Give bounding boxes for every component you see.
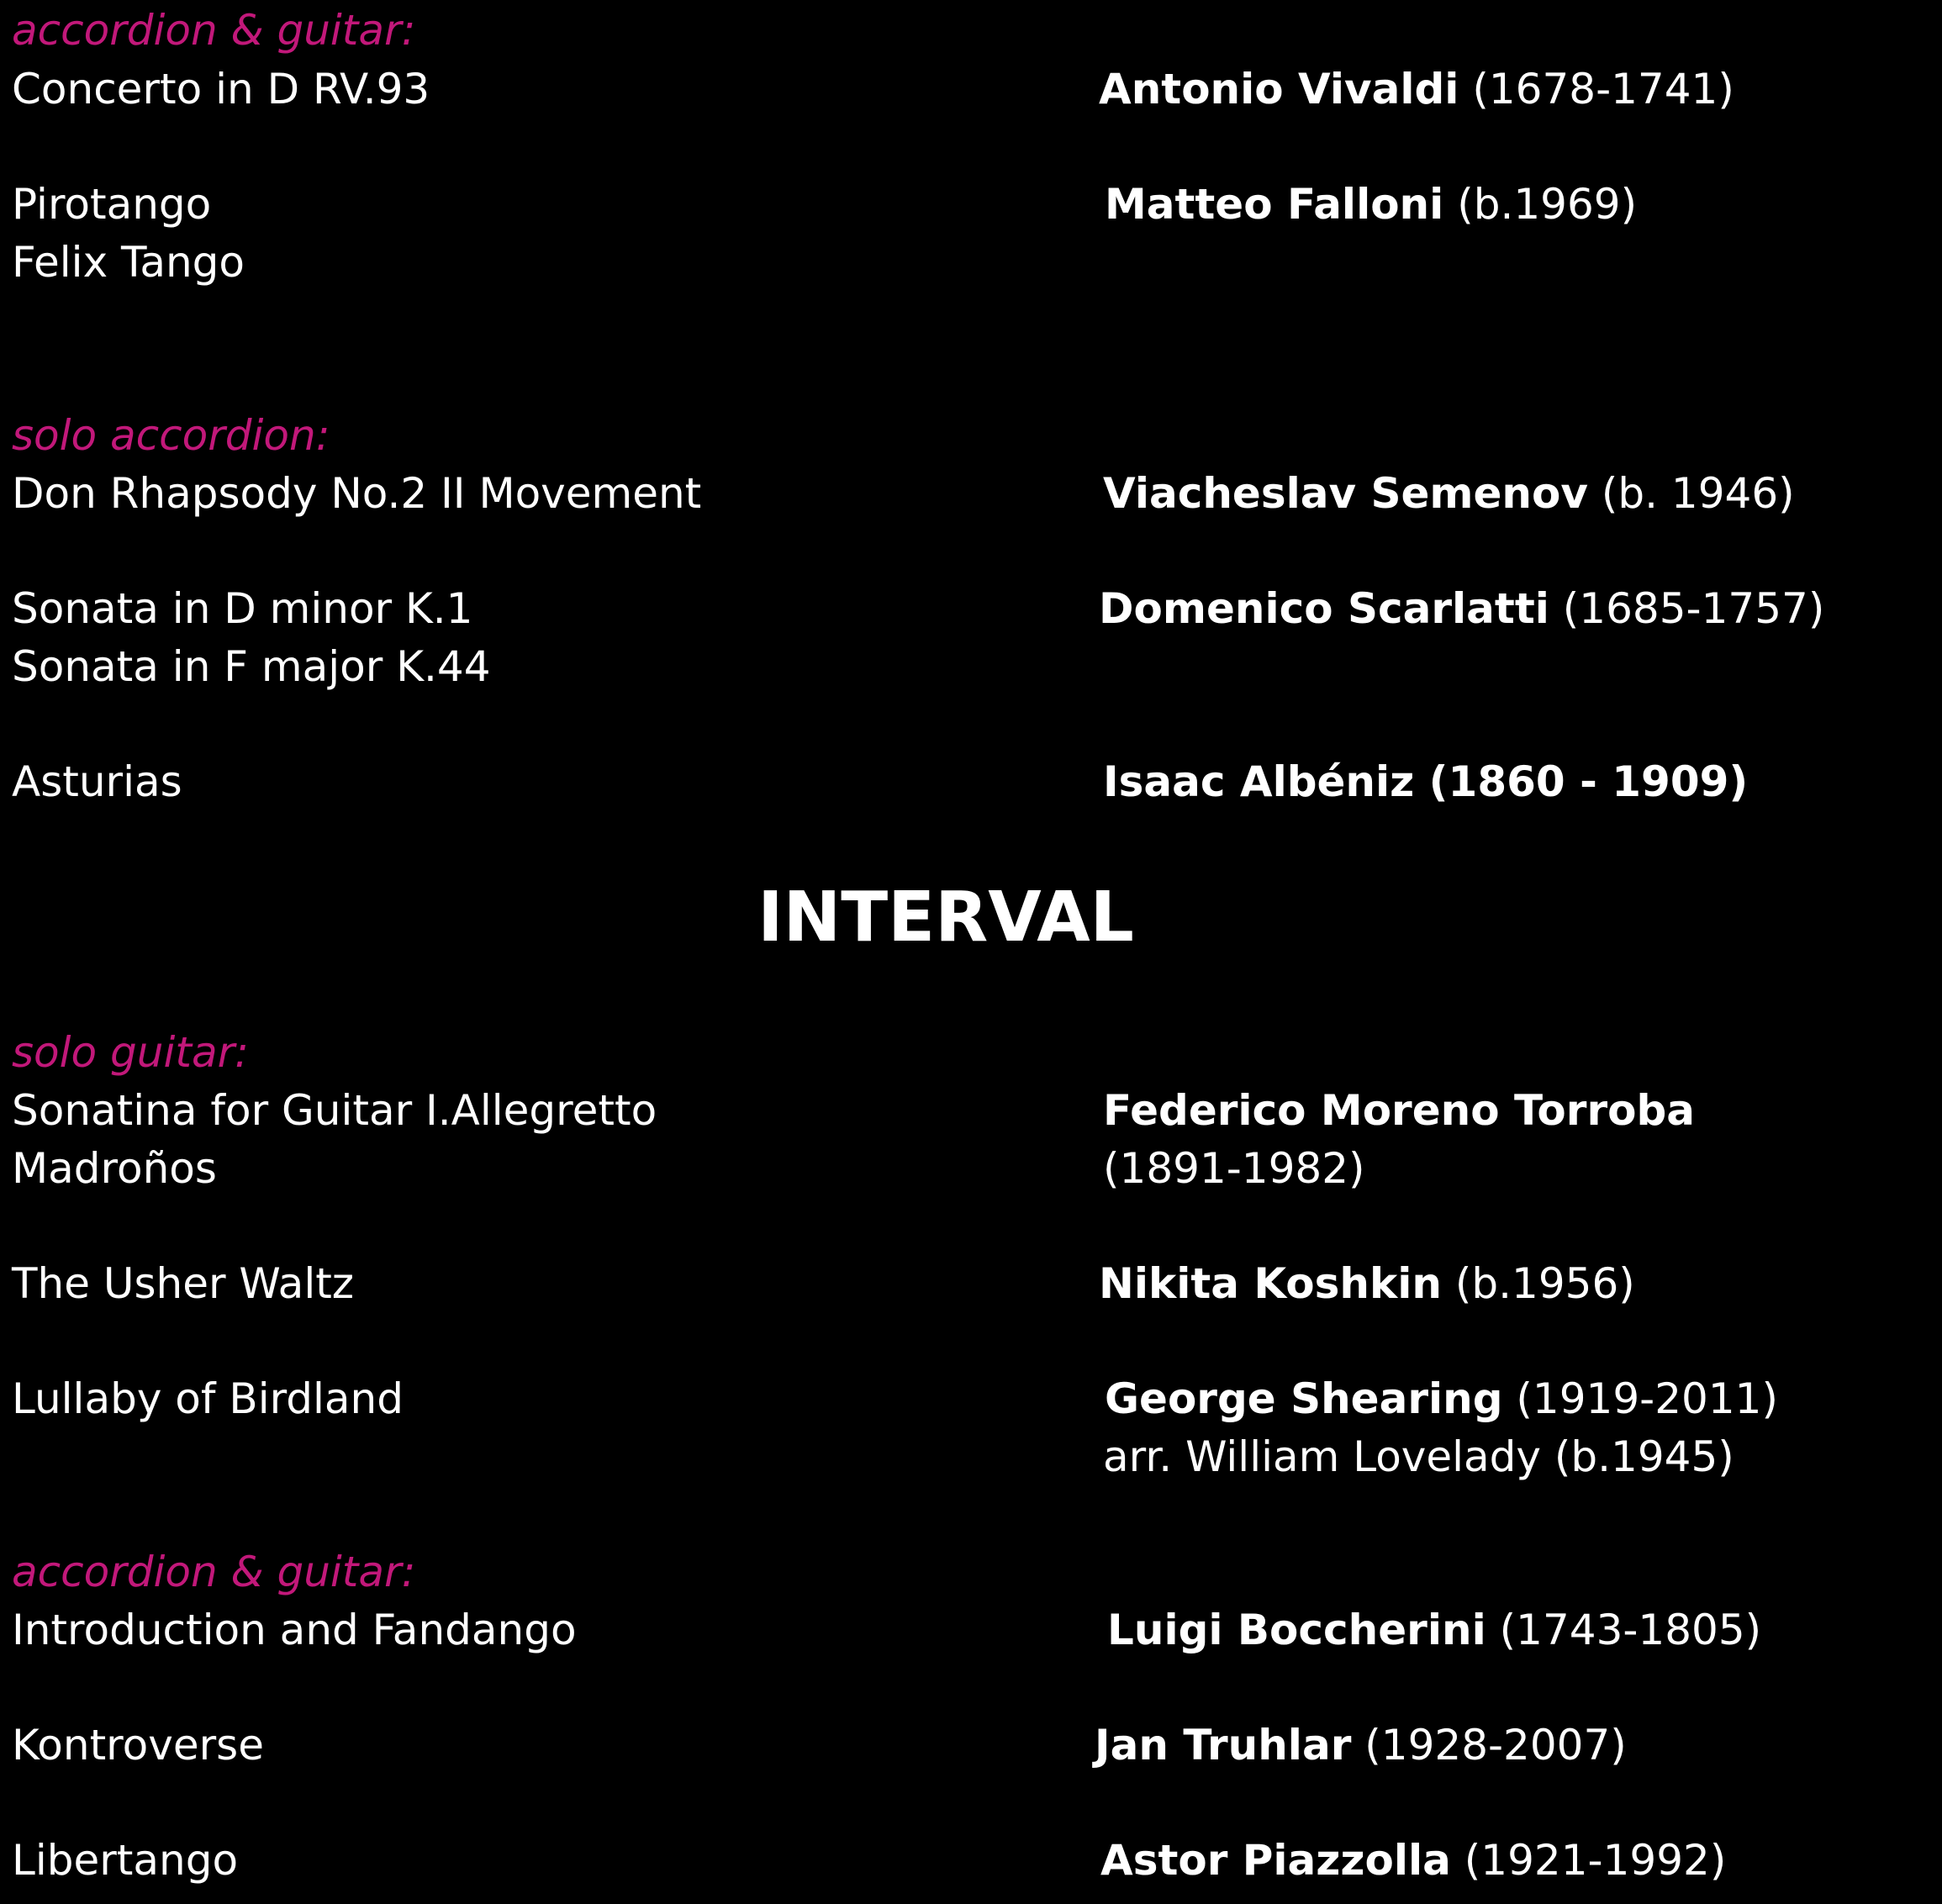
composer-name: Isaac Albéniz (1860 - 1909) [1103, 757, 1749, 806]
composer-name: George Shearing [1105, 1374, 1503, 1423]
piece-title: Concerto in D RV.93 [12, 65, 430, 113]
section-heading-solo-accordion: solo accordion: [12, 411, 330, 460]
composer-name: Federico Moreno Torroba [1103, 1086, 1695, 1135]
piece-title: Sonata in D minor K.1 [12, 584, 473, 633]
composer-dates: (1743-1805) [1499, 1606, 1762, 1654]
composer-line [1105, 1370, 1778, 1427]
piece-title: Introduction and Fandango [12, 1606, 577, 1654]
piece-title: Madroños [12, 1144, 217, 1193]
composer-line [1099, 1255, 1635, 1312]
composer-name: Nikita Koshkin [1099, 1259, 1442, 1308]
composer-line [1107, 1601, 1761, 1659]
composer-line [1100, 1832, 1726, 1889]
piece-title: Pirotango [12, 180, 212, 229]
composer-name: Matteo Falloni [1105, 180, 1444, 229]
piece-title: Sonatina for Guitar I.Allegretto [12, 1086, 657, 1135]
composer-line [1095, 1717, 1627, 1774]
interval-heading: INTERVAL [757, 878, 1134, 957]
section-heading-accordion-guitar: accordion & guitar: [12, 6, 416, 55]
arranger-line: arr. William Lovelady (b.1945) [1103, 1432, 1734, 1481]
composer-dates: (1891-1982) [1103, 1144, 1365, 1193]
composer-name-line [1103, 1082, 1695, 1139]
piece-title: Felix Tango [12, 238, 245, 287]
composer-name: Astor Piazzolla [1100, 1836, 1451, 1885]
composer-dates-line [1103, 1140, 1365, 1197]
composer-dates: (1928-2007) [1364, 1721, 1627, 1770]
composer-name: Domenico Scarlatti [1099, 584, 1549, 633]
composer-name: Antonio Vivaldi [1099, 65, 1459, 113]
composer-dates: (1678-1741) [1472, 65, 1734, 113]
section-heading-solo-guitar: solo guitar: [12, 1028, 249, 1077]
piece-title: Asturias [12, 757, 182, 806]
piece-title: Libertango [12, 1836, 239, 1885]
composer-dates: (1921-1992) [1464, 1836, 1727, 1885]
composer-dates: (1685-1757) [1562, 584, 1825, 633]
section-heading-accordion-guitar: accordion & guitar: [12, 1548, 416, 1596]
composer-line [1099, 580, 1824, 637]
composer-name: Luigi Boccherini [1107, 1606, 1486, 1654]
composer-line [1105, 176, 1637, 233]
composer-dates: (b. 1946) [1601, 469, 1795, 518]
piece-title: Sonata in F major K.44 [12, 642, 491, 691]
piece-title: Don Rhapsody No.2 II Movement [12, 469, 702, 518]
composer-dates: (b.1969) [1457, 180, 1638, 229]
composer-line [1103, 753, 1748, 810]
piece-title: The Usher Waltz [12, 1259, 355, 1308]
composer-dates: (b.1956) [1454, 1259, 1635, 1308]
composer-name: Jan Truhlar [1095, 1721, 1352, 1770]
composer-line [1103, 465, 1795, 522]
piece-title: Lullaby of Birdland [12, 1374, 404, 1423]
composer-name: Viacheslav Semenov [1103, 469, 1588, 518]
composer-dates: (1919-2011) [1516, 1374, 1778, 1423]
composer-line [1099, 61, 1734, 118]
piece-title: Kontroverse [12, 1721, 264, 1770]
